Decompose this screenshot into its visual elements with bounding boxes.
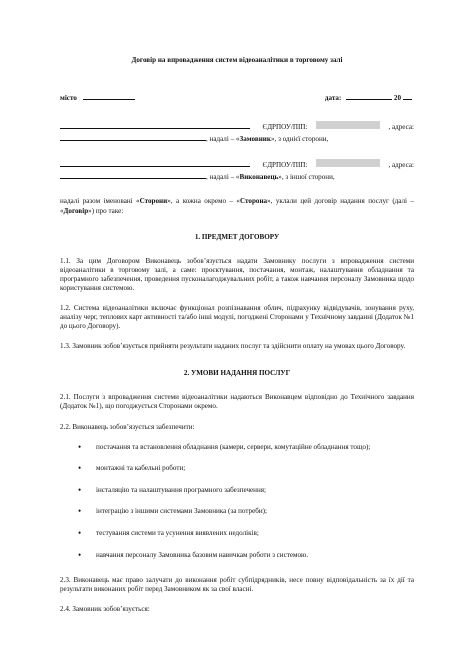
section2-heading: 2. УМОВИ НАДАННЯ ПОСЛУГ bbox=[183, 369, 291, 378]
list-item-text: інсталяцію та налаштування програмного забезпечення; bbox=[96, 485, 267, 494]
list-item-text: монтажні та кабельні роботи; bbox=[96, 464, 186, 473]
party-customer bbox=[60, 121, 414, 144]
list-item bbox=[78, 549, 414, 560]
contractor-role-name: Виконавець bbox=[239, 173, 279, 182]
bullet-icon: • bbox=[78, 506, 82, 517]
section2-paragraph-3: 2.3. Виконавець має право залучати до виконання робіт субпідрядників, несе повну відповідальність за їх дії та результати виконаних робіт перед Замовником як за свої власні. bbox=[60, 575, 414, 593]
list-item-text: навчання персоналу Замовника базовим навичкам роботи з системою. bbox=[96, 550, 309, 559]
city-date-row bbox=[60, 92, 414, 103]
section2-paragraph-2: 2.2. Виконавець зобов’язується забезпечити: bbox=[60, 422, 195, 431]
intro-contract: Договір bbox=[63, 206, 89, 215]
document-title: Договір на впровадження систем відеоаналітики в торговому залі bbox=[131, 56, 343, 64]
customer-role-text bbox=[206, 135, 328, 144]
list-item bbox=[78, 441, 414, 452]
section1-paragraph-1: 1.1. За цим Договором Виконавець зобов’язується надати Замовнику послуги з впровадження системи відеоаналітики в торговому залі, а саме: проєктування, постачання, монтаж, налаштування обладнання та програмного забезпечення, проведення пусконалагоджувальних робіт, а також навчання персоналу Замовника щодо користування системою. bbox=[60, 256, 414, 292]
list-item bbox=[78, 463, 414, 474]
customer-role-name: Замовник bbox=[239, 135, 271, 144]
intro-t1: надалі разом іменовані « bbox=[60, 197, 140, 206]
list-item bbox=[78, 484, 414, 495]
date-label: дата: bbox=[324, 94, 342, 103]
intro-side: Сторона bbox=[239, 197, 268, 206]
customer-address-label: , адреса: bbox=[388, 123, 414, 132]
contractor-role-prefix: , надалі – « bbox=[206, 173, 240, 182]
bullet-icon: • bbox=[78, 484, 82, 495]
year-field[interactable] bbox=[403, 92, 412, 100]
list-item bbox=[78, 506, 414, 517]
contractor-role-suffix: », з іншої сторони, bbox=[278, 173, 335, 182]
section1-heading: 1. ПРЕДМЕТ ДОГОВОРУ bbox=[194, 232, 280, 241]
list-item-text: тестування системи та усунення виявлених недоліків; bbox=[96, 528, 259, 537]
intro-paragraph bbox=[60, 197, 414, 215]
contractor-address-field[interactable] bbox=[60, 171, 206, 179]
customer-edrpou-field[interactable] bbox=[316, 121, 380, 129]
date-field[interactable] bbox=[346, 92, 392, 100]
year-prefix: 20 bbox=[393, 94, 401, 103]
customer-address-field[interactable] bbox=[60, 133, 206, 141]
customer-edrpou-label: ЄДРПОУ/ПІП: bbox=[262, 123, 308, 132]
customer-name-field[interactable] bbox=[60, 121, 250, 129]
list-item bbox=[78, 527, 414, 538]
party-contractor bbox=[60, 159, 414, 182]
list-item-text: інтеграцію з іншими системами Замовника (за потреби); bbox=[96, 507, 268, 516]
intro-sides: Сторони bbox=[139, 197, 168, 206]
bullet-icon: • bbox=[78, 463, 82, 474]
section2-paragraph-1: 2.1. Послуги з впровадження системи відеоаналітики надаються Виконавцем відповідно до Технічного завдання (Додаток №1), що погоджується Сторонами окремо. bbox=[60, 393, 414, 411]
services-list bbox=[60, 443, 414, 560]
section1-paragraph-3: 1.3. Замовник зобов’язується прийняти результати наданих послуг та здійснити оплату на умовах цього Договору. bbox=[60, 342, 406, 351]
section2-paragraph-4: 2.4. Замовник зобов’язується: bbox=[60, 604, 150, 613]
city-field[interactable] bbox=[83, 92, 135, 100]
intro-t4: ») про таке: bbox=[88, 206, 124, 215]
city-block bbox=[60, 92, 135, 103]
contractor-edrpou-field[interactable] bbox=[316, 159, 380, 167]
bullet-icon: • bbox=[78, 549, 82, 560]
contractor-address-label: , адреса: bbox=[388, 161, 414, 170]
customer-role-prefix: , надалі – « bbox=[206, 135, 240, 144]
intro-t3: », уклали цей договір надання послуг (далі – « bbox=[60, 197, 414, 215]
date-block bbox=[325, 92, 412, 103]
contractor-role-text bbox=[206, 173, 335, 182]
list-item-text: постачання та встановлення обладнання (камери, сервери, комутаційне обладнання тощо); bbox=[96, 442, 371, 451]
contractor-edrpou-label: ЄДРПОУ/ПІП: bbox=[262, 161, 308, 170]
section1-paragraph-2: 1.2. Система відеоаналітики включає функціонал розпізнавання облич, підрахунку відвідувачів, зонування руху, аналізу черг, теплових карт активності та/або інші модулі, погоджені Сторонами у Технічному завданні (Додаток №1 до цього Договору). bbox=[60, 304, 414, 331]
intro-t2: », а кожна окремо – « bbox=[167, 197, 240, 206]
customer-role-suffix: », з однієї сторони, bbox=[270, 135, 329, 144]
bullet-icon: • bbox=[78, 441, 82, 452]
bullet-icon: • bbox=[78, 527, 82, 538]
contractor-name-field[interactable] bbox=[60, 159, 250, 167]
city-label: місто bbox=[60, 94, 77, 103]
